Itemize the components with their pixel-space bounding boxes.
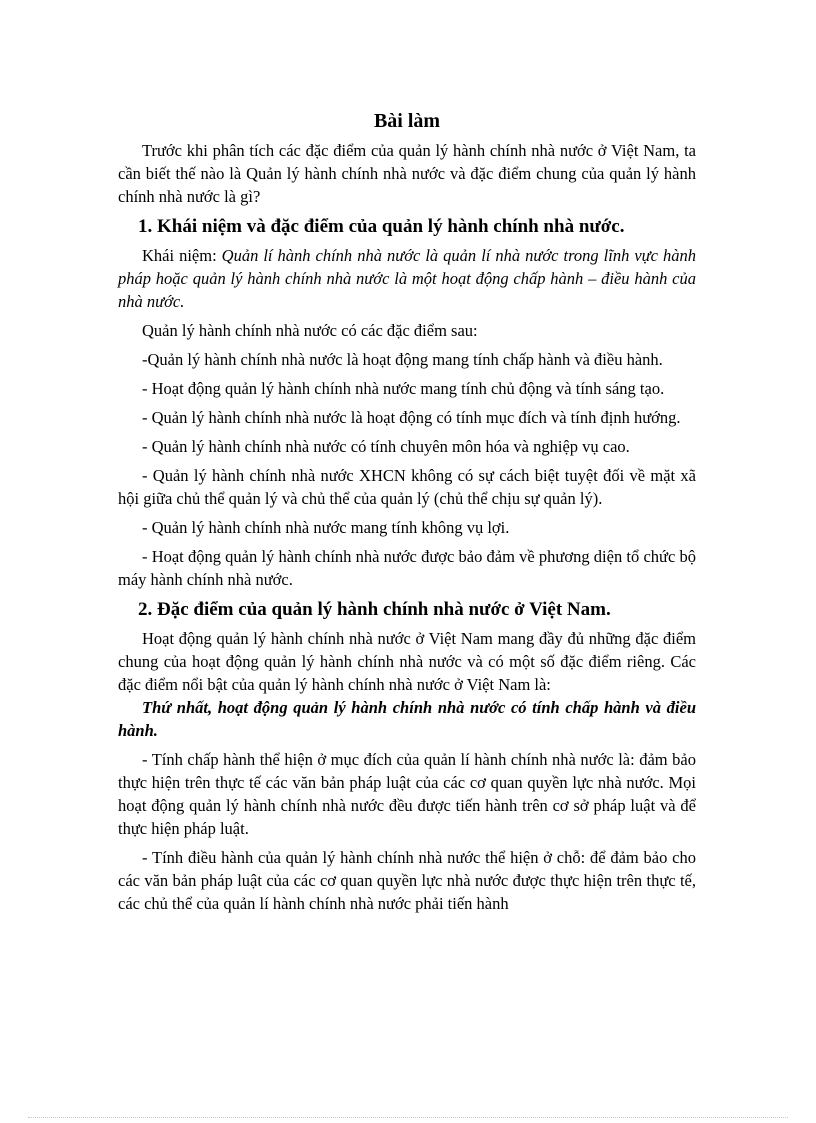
- document-title: Bài làm: [373, 110, 441, 132]
- concept-paragraph: [118, 244, 696, 313]
- section-2-intro: Hoạt động quản lý hành chính nhà nước ở Việt Nam mang đầy đủ những đặc điểm chung của hoạt động quản lý hành chính nhà nước và có một số đặc điểm riêng. Các đặc điểm nổi bật của quản lý hành chính nhà nước ở Việt Nam là:: [118, 629, 696, 694]
- document-page: [118, 107, 696, 915]
- concept-definition: Quản lí hành chính nhà nước là quản lí nhà nước trong lĩnh vực hành pháp hoặc quản lý hành chính nhà nước là một hoạt động chấp hành – điều hành của nhà nước.: [118, 246, 696, 311]
- intro-paragraph: Trước khi phân tích các đặc điểm của quản lý hành chính nhà nước ở Việt Nam, ta cần biết thế nào là Quản lý hành chính nhà nước và đặc điểm chung của quản lý hành chính nhà nước là gì?: [118, 141, 696, 206]
- feature-item: - Quản lý hành chính nhà nước là hoạt động có tính mục đích và tính định hướng.: [142, 408, 681, 427]
- feature-item: - Hoạt động quản lý hành chính nhà nước được bảo đảm về phương diện tổ chức bộ máy hành chính nhà nước.: [118, 547, 696, 589]
- section-2-heading: 2. Đặc điểm của quản lý hành chính nhà nước ở Việt Nam.: [138, 599, 611, 620]
- page-bottom-divider: [28, 1117, 788, 1118]
- concept-label: Khái niệm:: [142, 246, 222, 265]
- first-point-heading: Thứ nhất, hoạt động quản lý hành chính nhà nước có tính chấp hành và điều hành.: [118, 698, 696, 740]
- feature-item: - Quản lý hành chính nhà nước có tính chuyên môn hóa và nghiệp vụ cao.: [142, 437, 630, 456]
- section-1-heading: 1. Khái niệm và đặc điểm của quản lý hành chính nhà nước.: [138, 216, 625, 237]
- feature-item: - Hoạt động quản lý hành chính nhà nước mang tính chủ động và tính sáng tạo.: [142, 379, 665, 398]
- execution-paragraph: - Tính chấp hành thể hiện ở mục đích của quản lí hành chính nhà nước là: đảm bảo thực hiện trên thực tế các văn bản pháp luật của các cơ quan quyền lực nhà nước. Mọi hoạt động quản lý hành chính nhà nước đều được tiến hành trên cơ sở pháp luật và để thực hiện pháp luật.: [118, 750, 696, 838]
- administration-paragraph: - Tính điều hành của quản lý hành chính nhà nước thể hiện ở chỗ: để đảm bảo cho các văn bản pháp luật của các cơ quan quyền lực nhà nước được thực hiện trên thực tế, các chủ thể của quản lí hành chính nhà nước phải tiến hành: [118, 848, 696, 913]
- feature-item: - Quản lý hành chính nhà nước XHCN không có sự cách biệt tuyệt đối về mặt xã hội giữa chủ thể quản lý và chủ thể của quản lý (chủ thể chịu sự quản lý).: [118, 466, 696, 508]
- features-intro: Quản lý hành chính nhà nước có các đặc điểm sau:: [142, 321, 478, 340]
- feature-item: - Quản lý hành chính nhà nước mang tính không vụ lợi.: [142, 518, 510, 537]
- feature-item: -Quản lý hành chính nhà nước là hoạt động mang tính chấp hành và điều hành.: [142, 350, 663, 369]
